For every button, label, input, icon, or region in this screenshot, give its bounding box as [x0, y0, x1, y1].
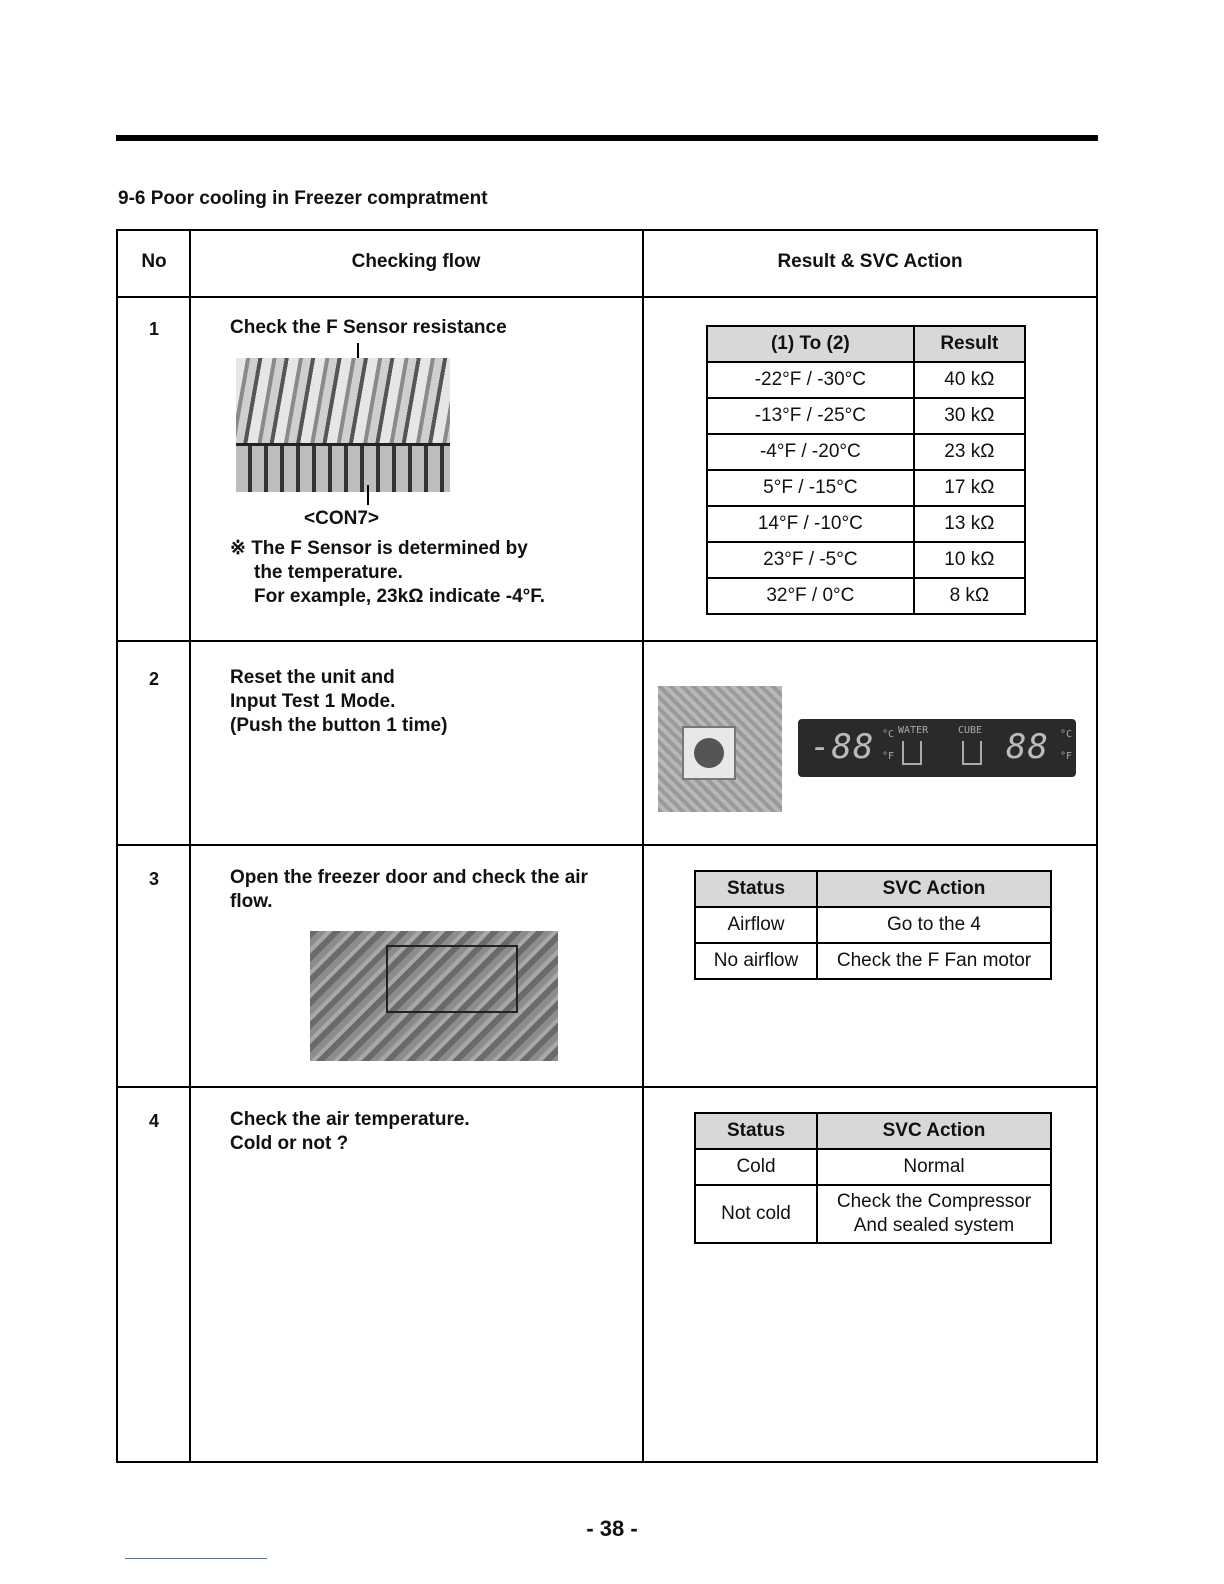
note-line: the temperature.: [254, 562, 403, 583]
row-divider-3: [118, 1086, 1096, 1088]
troubleshooting-table: [116, 229, 1098, 1463]
checking-flow-text: [230, 316, 507, 340]
table-cell: Cold: [695, 1149, 817, 1185]
note-line: For example, 23kΩ indicate -4°F.: [254, 586, 546, 607]
flow-line: Reset the unit and: [230, 667, 395, 688]
airflow-highlight-box: [386, 945, 518, 1013]
bottom-link-underline: [125, 1558, 267, 1559]
flow-line: Check the air temperature.: [230, 1109, 470, 1130]
table-cell: 23 kΩ: [914, 434, 1025, 470]
table-header-row: [695, 1113, 1051, 1149]
fridge-temp-digits: 88: [1006, 727, 1049, 767]
cube-label: CUBE: [958, 725, 983, 736]
flow-line: (Push the button 1 time): [230, 715, 448, 736]
celsius-unit: °C: [1060, 729, 1073, 740]
flow-line: Check the F Sensor resistance: [230, 317, 507, 338]
table-row: [707, 506, 1025, 542]
header-checking-flow: Checking flow: [351, 251, 481, 272]
celsius-unit: °C: [882, 729, 895, 740]
table-cell: 8 kΩ: [914, 578, 1025, 614]
water-label: WATER: [898, 725, 929, 736]
checking-flow-text: [230, 866, 588, 914]
table-cell: 40 kΩ: [914, 362, 1025, 398]
table-cell: 30 kΩ: [914, 398, 1025, 434]
connector-label: <CON7>: [304, 508, 379, 529]
table-cell: Normal: [817, 1149, 1051, 1185]
connector-wires-photo: [236, 358, 450, 492]
column-divider-no: [189, 231, 191, 1461]
table-cell: Go to the 4: [817, 907, 1051, 943]
row-number: 3: [148, 869, 159, 889]
airflow-action-table: [694, 870, 1052, 980]
fahrenheit-unit: °F: [1060, 751, 1073, 762]
table-row: [695, 1185, 1051, 1243]
control-board-photo: [658, 686, 782, 812]
row-number: 2: [148, 669, 159, 689]
table-header-row: [707, 326, 1025, 362]
table-cell: 14°F / -10°C: [707, 506, 914, 542]
column-header: Status: [695, 871, 817, 907]
section-title: 9-6 Poor cooling in Freezer compratment: [118, 188, 488, 209]
test-button-icon: [682, 726, 736, 780]
table-row: [695, 943, 1051, 979]
resistance-table: [706, 325, 1026, 615]
flow-line: Input Test 1 Mode.: [230, 691, 396, 712]
table-cell: 13 kΩ: [914, 506, 1025, 542]
row-divider-1: [118, 640, 1096, 642]
page-number: - 38 -: [586, 1516, 638, 1541]
table-row: [707, 470, 1025, 506]
table-cell: 17 kΩ: [914, 470, 1025, 506]
water-icon: [902, 741, 922, 765]
fahrenheit-unit: °F: [882, 751, 895, 762]
column-header: Result: [914, 326, 1025, 362]
temperature-action-table: [694, 1112, 1052, 1244]
table-row: [707, 578, 1025, 614]
table-row: [695, 907, 1051, 943]
table-cell: 23°F / -5°C: [707, 542, 914, 578]
table-row: [707, 362, 1025, 398]
top-rule: [116, 135, 1098, 141]
table-cell: Check the F Fan motor: [817, 943, 1051, 979]
row-divider-header: [118, 296, 1096, 298]
column-header: Status: [695, 1113, 817, 1149]
table-cell: -4°F / -20°C: [707, 434, 914, 470]
table-cell: 32°F / 0°C: [707, 578, 914, 614]
row-divider-2: [118, 844, 1096, 846]
connector-block: [236, 443, 450, 492]
pin-pointer-bottom: [367, 485, 369, 505]
column-header: SVC Action: [817, 871, 1051, 907]
table-cell: Check the Compressor And sealed system: [817, 1185, 1051, 1243]
ice-cube-icon: [962, 741, 982, 765]
flow-line: Cold or not ?: [230, 1133, 349, 1154]
table-row: [707, 434, 1025, 470]
note-line: ※ The F Sensor is determined by: [230, 538, 528, 559]
checking-flow-text: [230, 666, 447, 738]
freezer-temp-digits: -88: [810, 727, 875, 767]
table-row: [707, 542, 1025, 578]
freezer-airflow-photo: [310, 931, 558, 1061]
row-number: 4: [148, 1111, 159, 1131]
display-panel: [798, 719, 1076, 777]
column-divider-flow: [642, 231, 644, 1461]
checking-flow-text: [230, 1108, 470, 1156]
header-no: No: [141, 251, 167, 272]
table-header-row: [695, 871, 1051, 907]
column-header: SVC Action: [817, 1113, 1051, 1149]
table-cell: No airflow: [695, 943, 817, 979]
column-header: (1) To (2): [707, 326, 914, 362]
flow-line: flow.: [230, 891, 273, 912]
table-row: [707, 398, 1025, 434]
sensor-note: [230, 537, 545, 609]
table-cell: -22°F / -30°C: [707, 362, 914, 398]
table-cell: Not cold: [695, 1185, 817, 1243]
table-cell: 10 kΩ: [914, 542, 1025, 578]
table-cell: Airflow: [695, 907, 817, 943]
table-row: [695, 1149, 1051, 1185]
row-number: 1: [148, 319, 159, 339]
table-cell: -13°F / -25°C: [707, 398, 914, 434]
header-result-svc-action: Result & SVC Action: [777, 251, 963, 272]
flow-line: Open the freezer door and check the air: [230, 867, 588, 888]
table-cell: 5°F / -15°C: [707, 470, 914, 506]
